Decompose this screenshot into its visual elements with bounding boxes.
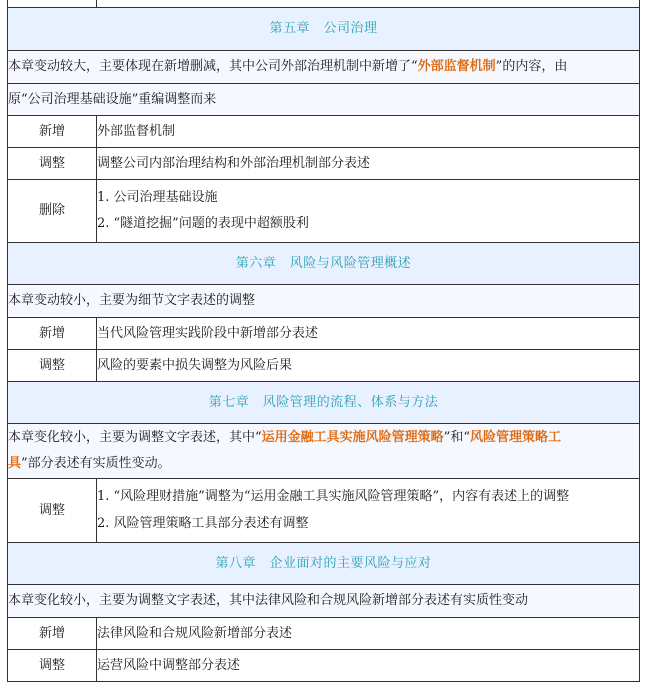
chapter-7-summary [8, 424, 640, 479]
change-description: 外部监督机制 [97, 116, 640, 148]
chapter-6-summary [8, 285, 640, 318]
change-type-label: 调整 [8, 479, 97, 543]
previous-row-tail [8, 0, 640, 8]
change-description: 1. “风险理财措施”调整为“运用金融工具实施风险管理策略”，内容有表述上的调整 2. 风险管理策略工具部分表述有调整 [97, 479, 640, 543]
table-row [8, 350, 640, 382]
chapter-summary: 本章变动较小，主要为细节文字表述的调整 [8, 285, 640, 318]
change-type-label: 删除 [8, 180, 97, 243]
highlight-text: 风险管理策略工 [469, 430, 561, 445]
change-type-label: 新增 [8, 618, 97, 650]
chapter-title: 第八章 企业面对的主要风险与应对 [8, 543, 640, 585]
change-description: 1. 公司治理基础设施 2. “隧道挖掘”问题的表现中超额股利 [97, 180, 640, 243]
table-row [8, 618, 640, 650]
change-type-label: 调整 [8, 148, 97, 180]
chapter-5-summary-line2 [8, 84, 640, 116]
chapter-title: 第七章 风险管理的流程、体系与方法 [8, 382, 640, 424]
change-description: 当代风险管理实践阶段中新增部分表述 [97, 318, 640, 350]
chapter-5-header [8, 8, 640, 51]
chapter-summary: 本章变动较大，主要体现在新增删减，其中公司外部治理机制中新增了“外部监督机制”的内容，由 [8, 51, 640, 84]
chapter-summary: 原“公司治理基础设施”重编调整而来 [8, 84, 640, 116]
table-row [8, 180, 640, 243]
chapter-8-summary [8, 585, 640, 618]
change-description: 调整公司内部治理结构和外部治理机制部分表述 [97, 148, 640, 180]
change-description: 法律风险和合规风险新增部分表述 [97, 618, 640, 650]
chapter-summary: 本章变化较小，主要为调整文字表述，其中“运用金融工具实施风险管理策略”和“风险管理策略工 具”部分表述有实质性变动。 [8, 424, 640, 479]
change-type-label: 调整 [8, 650, 97, 682]
table-row [8, 650, 640, 682]
change-type-label: 新增 [8, 318, 97, 350]
highlight-text: 具 [8, 456, 22, 471]
highlight-text: 外部监督机制 [417, 59, 496, 74]
change-description: 运营风险中调整部分表述 [97, 650, 640, 682]
table-row [8, 148, 640, 180]
highlight-text: 运用金融工具实施风险管理策略 [261, 430, 444, 445]
chapter-title: 第五章 公司治理 [8, 8, 640, 51]
table-row [8, 318, 640, 350]
chapter-5-summary-line1 [8, 51, 640, 84]
change-type-label: 新增 [8, 116, 97, 148]
table-row [8, 116, 640, 148]
chapter-7-header [8, 382, 640, 424]
table-row [8, 479, 640, 543]
chapter-title: 第六章 风险与风险管理概述 [8, 243, 640, 285]
change-type-label: 调整 [8, 350, 97, 382]
chapter-8-header [8, 543, 640, 585]
change-description: 风险的要素中损失调整为风险后果 [97, 350, 640, 382]
chapter-summary: 本章变化较小，主要为调整文字表述，其中法律风险和合规风险新增部分表述有实质性变动 [8, 585, 640, 618]
changes-table [7, 0, 640, 682]
chapter-6-header [8, 243, 640, 285]
